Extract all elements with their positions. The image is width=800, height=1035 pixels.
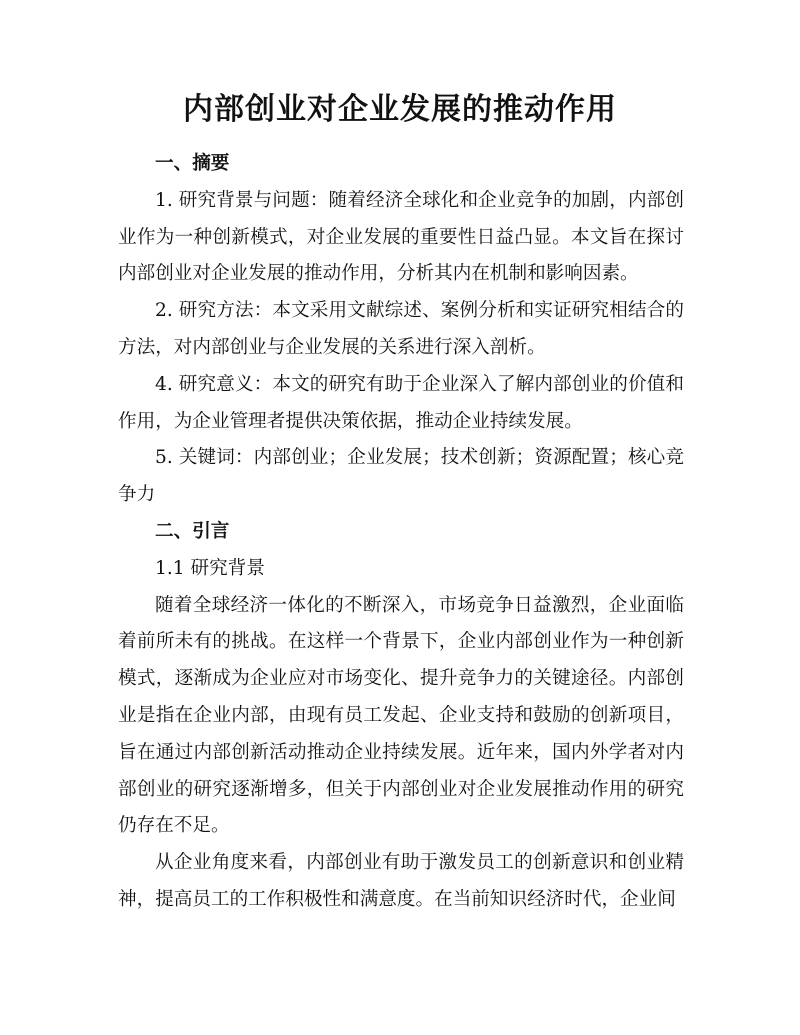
document-title: 内部创业对企业发展的推动作用 bbox=[183, 92, 617, 127]
document-body bbox=[118, 146, 684, 919]
body-paragraph: 随着全球经济一体化的不断深入，市场竞争日益激烈，企业面临着前所未有的挑战。在这样一个背景下，企业内部创业作为一种创新模式，逐渐成为企业应对市场变化、提升竞争力的关键途径。内部创业是指在企业内部，由现有员工发起、企业支持和鼓励的创新项目，旨在通过内部创新活动推动企业持续发展。近年来，国内外学者对内部创业的研究逐渐增多，但关于内部创业对企业发展推动作用的研究仍存在不足。 bbox=[118, 594, 684, 837]
section-heading-abstract: 一、摘要 bbox=[155, 153, 230, 174]
subsection-heading: 1.1 研究背景 bbox=[155, 557, 265, 579]
body-paragraph: 从企业角度来看，内部创业有助于激发员工的创新意识和创业精神，提高员工的工作积极性和满意度。在当前知识经济时代，企业间 bbox=[118, 852, 684, 910]
abstract-item: 1. 研究背景与问题：随着经济全球化和企业竞争的加剧，内部创业作为一种创新模式，对企业发展的重要性日益凸显。本文旨在探讨内部创业对企业发展的推动作用，分析其内在机制和影响因素。 bbox=[118, 189, 684, 285]
abstract-item: 2. 研究方法：本文采用文献综述、案例分析和实证研究相结合的方法，对内部创业与企业发展的关系进行深入剖析。 bbox=[118, 300, 684, 358]
abstract-item: 4. 研究意义：本文的研究有助于企业深入了解内部创业的价值和作用，为企业管理者提供决策依据，推动企业持续发展。 bbox=[118, 373, 684, 432]
section-heading-introduction: 二、引言 bbox=[155, 520, 230, 542]
abstract-item: 5. 关键词：内部创业；企业发展；技术创新；资源配置；核心竞争力 bbox=[118, 447, 684, 506]
